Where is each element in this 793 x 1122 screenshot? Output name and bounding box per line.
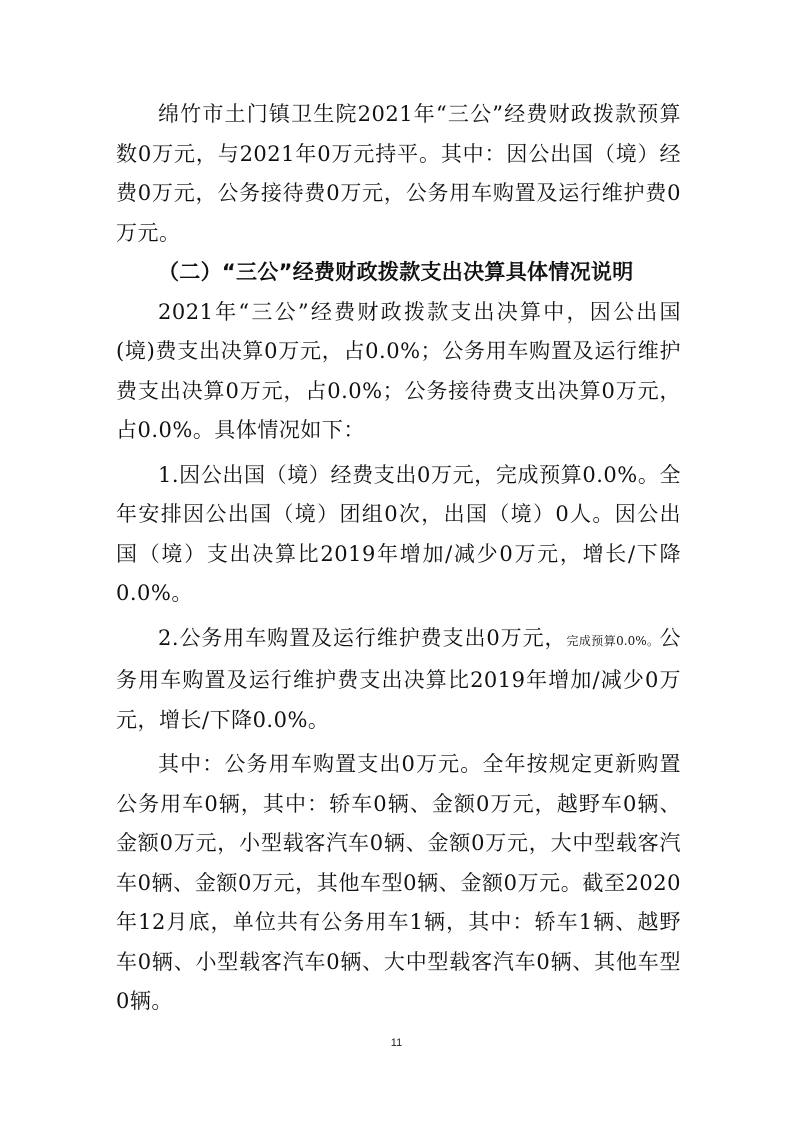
vehicle-text-rest: 公务用车购置及运行维护费支出决算比2019年增加/减少0万元，增长/下降0.0%。 — [116, 625, 681, 732]
paragraph-overseas-travel: 1.因公出国（境）经费支出0万元，完成预算0.0%。全年安排因公出国（境）团组0次，出国（境）0人。因公出国（境）支出决算比2019年增加/减少0万元，增长/下降0.0%。 — [116, 462, 681, 605]
paragraph-budget-summary: 绵竹市土门镇卫生院2021年“三公”经费财政拨款预算数0万元，与2021年0万元持平。其中：因公出国（境）经费0万元，公务接待费0万元，公务用车购置及运行维护费0万元。 — [116, 102, 681, 245]
paragraph-final-accounts-overview: 2021年“三公”经费财政拨款支出决算中，因公出国(境)费支出决算0万元，占0.0%；公务用车购置及运行维护费支出决算0万元，占0.0%；公务接待费支出决算0万元，占0.0%。具体情况如下： — [116, 299, 681, 442]
paragraph-official-vehicles — [116, 619, 681, 741]
page-number: 11 — [390, 1037, 403, 1049]
vehicle-text-small: 完成预算0.0%。 — [566, 633, 660, 648]
document-page — [116, 95, 681, 1022]
section-heading-three-public-expenses: （二）“三公”经费财政拨款支出决算具体情况说明 — [158, 260, 634, 284]
paragraph-vehicle-purchase-details: 其中：公务用车购置支出0万元。全年按规定更新购置公务用车0辆，其中：轿车0辆、金额0万元，越野车0辆、金额0万元，小型载客汽车0辆、金额0万元，大中型载客汽车0辆、金额0万元，其他车型0辆、金额0万元。截至2020年12月底，单位共有公务用车1辆，其中：轿车1辆、越野车0辆、小型载客汽车0辆、大中型载客汽车0辆、其他车型0辆。 — [116, 752, 681, 1013]
vehicle-text-main: 2.公务用车购置及运行维护费支出0万元， — [158, 625, 567, 650]
